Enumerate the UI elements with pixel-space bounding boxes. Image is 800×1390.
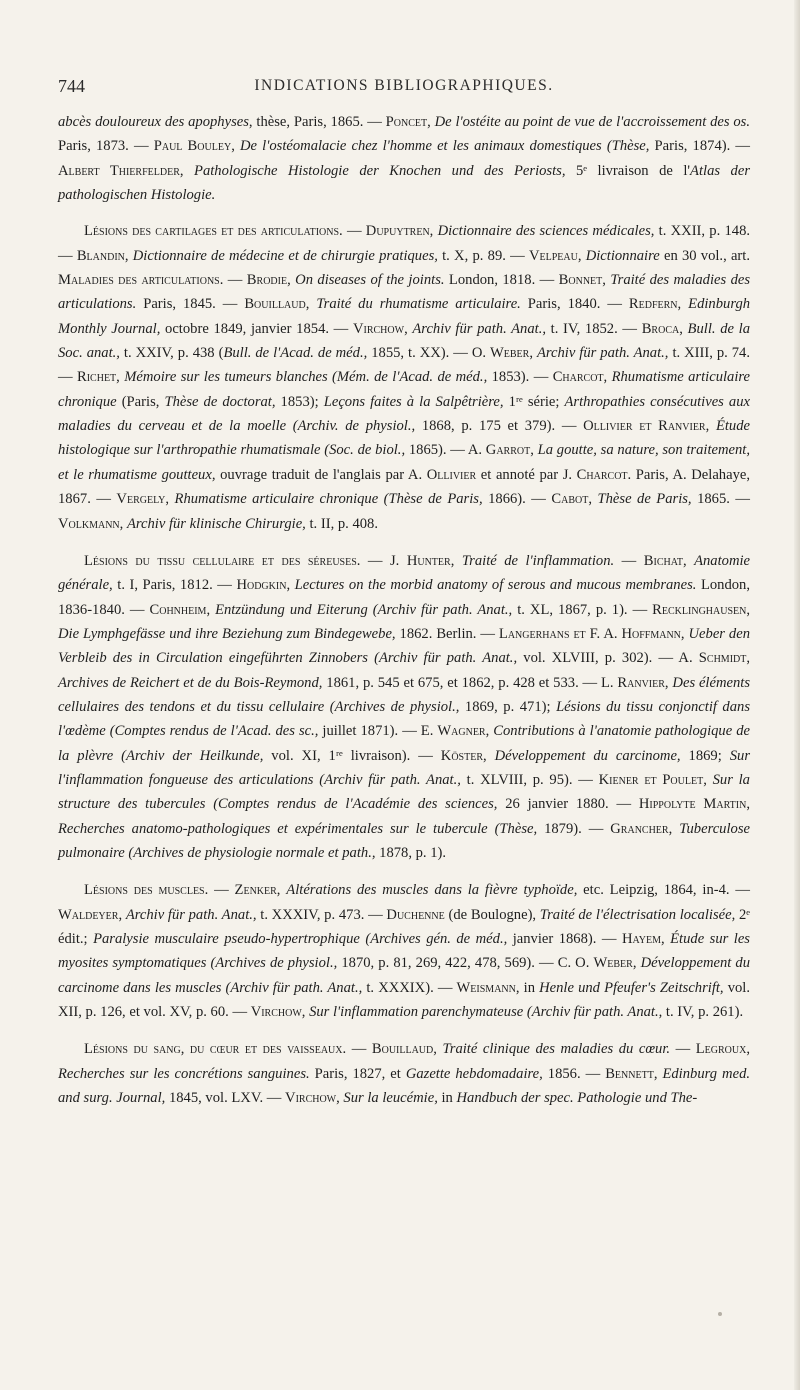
work-title: Paralysie musculaire pseudo-hypertrophique (Archives gén. de méd., xyxy=(93,931,508,947)
reference-text: London, 1836-1840. — xyxy=(58,577,750,618)
author-name: Lésions du tissu cellulaire et des séreuses. xyxy=(84,552,361,569)
author-name: Grancher xyxy=(610,820,669,837)
reference-text: , xyxy=(179,162,195,179)
reference-text: , xyxy=(231,138,240,155)
author-name: Volkmann xyxy=(58,515,120,532)
author-name: Hayem xyxy=(621,931,662,947)
page-header xyxy=(58,76,750,102)
work-title: De l'ostéite au point de vue de l'accroissement des os. xyxy=(434,114,750,130)
reference-text: , xyxy=(705,418,716,435)
work-title: Traité du rhumatisme articulaire. xyxy=(316,296,521,313)
work-title: Rhumatisme articulaire chronique (Thèse de Paris, xyxy=(174,491,483,508)
reference-text: London, 1818. — xyxy=(444,272,559,289)
work-title: Arthropathies consécutives aux maladies du cerveau et de la moelle (Archiv. de physiol., xyxy=(58,393,750,435)
reference-text: , xyxy=(276,882,287,899)
reference-text: , xyxy=(668,820,680,837)
reference-text: , xyxy=(664,674,673,691)
running-head: INDICATIONS BIBLIOGRAPHIQUES. xyxy=(254,77,554,94)
reference-text: 1ʳᵉ série; xyxy=(503,393,565,410)
reference-text: — J. xyxy=(360,552,407,569)
author-name: Bichat xyxy=(643,552,683,569)
reference-text: octobre 1849, janvier 1854. — xyxy=(160,320,353,337)
reference-text: 26 janvier 1880. — xyxy=(497,796,639,813)
author-name: Charcot xyxy=(576,466,628,483)
reference-text: , xyxy=(588,491,598,508)
reference-text: , in xyxy=(515,979,540,996)
reference-text: — xyxy=(223,272,247,289)
work-title: Lectures on the morbid anatomy of serous and mucous membranes. xyxy=(294,577,697,594)
work-title: Traité clinique des maladies du cœur. xyxy=(442,1041,671,1058)
page-number: 744 xyxy=(58,76,85,96)
author-name: Lésions du sang, du cœur et des vaisseaux. xyxy=(84,1041,347,1058)
reference-text: , xyxy=(653,1065,663,1082)
reference-text: , xyxy=(530,442,538,459)
author-name: Zenker xyxy=(234,882,277,899)
reference-text: 5ᵉ livraison de l' xyxy=(565,162,691,179)
reference-text: , xyxy=(206,601,216,618)
author-name: Köster xyxy=(440,747,483,764)
reference-text: 1865. — xyxy=(691,491,750,508)
reference-text: , xyxy=(118,906,126,923)
work-title: Bull. de la Soc. anat., xyxy=(58,320,750,362)
work-title: Die Lymphgefässe und ihre Beziehung zum Bindegewebe, xyxy=(58,625,396,642)
reference-text: , xyxy=(124,247,133,264)
reference-text: en 30 vol., art. xyxy=(659,247,750,264)
work-title: Recherches anatomo-pathologiques et expérimentales sur le tubercule (Thèse, xyxy=(58,820,538,837)
reference-text: 1878, p. 1). xyxy=(375,844,447,861)
reference-text: , xyxy=(577,247,586,264)
bibliography-text xyxy=(58,110,750,1110)
work-title: Edinburgh Monthly Journal, xyxy=(58,296,751,337)
section-muscle-lesions xyxy=(58,878,750,1024)
author-name: Weber xyxy=(490,345,530,362)
reference-text: Paris, 1845. — xyxy=(136,296,245,313)
reference-text: , thèse, Paris, 1865. — xyxy=(248,114,386,130)
author-name: Virchow xyxy=(352,320,405,337)
work-title: Altérations des muscles dans la fièvre typhoïde, xyxy=(286,882,578,899)
work-title: Traité de l'inflammation. xyxy=(461,552,615,569)
reference-text: Paris, 1840. — xyxy=(520,296,629,313)
work-title: Traité des maladies des articulations. xyxy=(58,272,751,313)
author-name: Recklinghausen xyxy=(652,601,747,618)
reference-text: 1862. Berlin. — xyxy=(395,625,499,642)
reference-text: t. IV, 1852. — xyxy=(546,320,642,337)
author-name: Cabot xyxy=(551,491,589,508)
reference-text: — xyxy=(346,1041,372,1058)
paper-speck xyxy=(718,1312,722,1316)
author-name: Ollivier xyxy=(426,466,477,483)
work-title: Henle und Pfeufer's Zeitschrift, xyxy=(539,979,724,996)
work-title: abcès douloureux des apophyses xyxy=(58,114,249,130)
author-name: Richet xyxy=(76,369,117,386)
reference-text: t. X, p. 89. — xyxy=(437,247,529,264)
work-title: Dictionnaire de médecine et de chirurgie pratiques, xyxy=(132,247,438,264)
reference-text: , xyxy=(429,223,438,240)
author-name: Ranvier xyxy=(617,674,665,691)
author-name: Hunter xyxy=(406,552,451,569)
reference-text: — xyxy=(342,223,366,240)
author-name: Brodie xyxy=(246,272,288,289)
reference-text: 1869; xyxy=(680,747,730,764)
work-title: Ueber den Verbleib des in Circulation eingeführten Zinnobers (Archiv für path. Anat., xyxy=(58,625,750,667)
work-title: Tuberculose pulmonaire (Archives de physiologie normale et path., xyxy=(58,820,750,861)
reference-text: , xyxy=(305,296,317,313)
work-title: Bull. de l'Acad. de méd., xyxy=(223,345,368,362)
reference-text: , xyxy=(427,114,435,130)
reference-text: , xyxy=(603,369,612,386)
reference-text: et annoté par J. xyxy=(476,466,577,483)
work-title: Archives de Reichert et de du Bois-Reymond, xyxy=(58,674,323,691)
reference-text: , xyxy=(286,577,295,594)
section-blood-heart-vessel-lesions xyxy=(58,1037,750,1110)
author-name: Hippolyte Martin xyxy=(638,796,747,813)
author-name: Ollivier et Ranvier xyxy=(583,418,706,435)
work-title: Entzündung und Eiterung (Archiv für path. Anat., xyxy=(215,601,513,618)
reference-text: , xyxy=(602,272,611,289)
author-name: Hodgkin xyxy=(236,577,287,594)
author-name: Legroux xyxy=(695,1041,747,1058)
reference-text: 1853). — xyxy=(487,369,553,386)
work-title: Archiv für path. Anat., xyxy=(536,345,669,362)
author-name: Maladies des articulations. xyxy=(58,272,224,289)
reference-text: vol. XLVIII, p. 302). — A. xyxy=(517,650,699,667)
reference-text: ouvrage traduit de l'anglais par A. xyxy=(215,466,427,483)
reference-text: t. XXXIV, p. 473. — xyxy=(256,906,387,923)
reference-text: — xyxy=(670,1041,696,1058)
author-name: Charcot xyxy=(552,369,604,386)
author-name: Broca xyxy=(641,320,680,337)
author-name: Velpeau xyxy=(528,247,578,264)
work-title: Thèse de doctorat, xyxy=(164,393,276,410)
reference-text: vol. XI, 1ʳᵉ livraison). — xyxy=(263,747,441,764)
author-name: Virchow xyxy=(285,1090,337,1107)
reference-text: 1845, vol. LXV. — xyxy=(165,1090,286,1107)
work-title: La goutte, sa nature, son traitement, et le rhumatisme goutteux, xyxy=(58,442,751,483)
work-title: Atlas der pathologischen Histologie. xyxy=(58,162,750,204)
work-title: Contributions à l'anatomie pathologique de la plèvre (Archiv der Heilkunde, xyxy=(58,723,750,764)
work-title: Archiv für path. Anat., xyxy=(412,320,546,337)
reference-text: 2ᵉ édit.; xyxy=(58,906,751,947)
author-name: Weber xyxy=(593,955,633,972)
author-name: Virchow xyxy=(250,1004,302,1021)
reference-text: , xyxy=(746,650,751,667)
reference-text: 1879). — xyxy=(537,820,611,837)
work-title: De l'ostéomalacie chez l'homme et les animaux domestiques (Thèse, xyxy=(240,138,650,155)
work-title: Lésions du tissu conjonctif dans l'œdème (Comptes rendus de l'Acad. des sc., xyxy=(58,698,751,740)
work-title: Étude histologique sur l'arthropathie rhumatismale (Soc. de biol., xyxy=(58,418,750,459)
author-name: Albert Thierfelder xyxy=(58,162,180,179)
reference-text: t. XL, 1867, p. 1). — xyxy=(512,601,653,618)
reference-text: , xyxy=(485,723,494,740)
work-title: Archiv für path. Anat., xyxy=(125,906,257,923)
work-title: Recherches sur les concrétions sanguines. xyxy=(58,1065,310,1082)
work-title: Dictionnaire des sciences médicales, xyxy=(437,223,655,240)
work-title: Thèse de Paris, xyxy=(597,491,692,508)
reference-text: , xyxy=(165,491,175,508)
author-name: Paul Bouley xyxy=(153,138,232,155)
reference-text: in xyxy=(437,1090,457,1107)
work-title: Étude sur les myosites symptomatiques (Archives de physiol., xyxy=(58,931,750,972)
author-name: Kiener et Poulet xyxy=(598,771,704,788)
section-cartilage-joint-lesions xyxy=(58,219,750,535)
reference-text: , xyxy=(632,955,641,972)
work-title: Gazette hebdomadaire, xyxy=(405,1065,543,1082)
reference-text: (de Boulogne), xyxy=(444,906,540,923)
reference-text: , xyxy=(301,1004,310,1021)
reference-text: — xyxy=(208,882,235,899)
reference-text: Paris, 1874). — xyxy=(649,138,750,155)
reference-text: , xyxy=(746,1041,751,1058)
reference-text: , xyxy=(679,320,688,337)
reference-text: t. XIII, p. 74. — xyxy=(58,345,751,386)
reference-text: etc. Leipzig, 1864, in-4. — xyxy=(577,882,750,899)
reference-text: 1856. — xyxy=(542,1065,606,1082)
author-name: Bouillaud xyxy=(244,296,306,313)
reference-text: , xyxy=(483,747,495,764)
author-name: Cohnheim xyxy=(149,601,207,618)
work-title: Développement du carcinome dans les muscles (Archiv für path. Anat., xyxy=(58,955,751,996)
author-name: Schmidt xyxy=(698,650,747,667)
reference-text: Paris, 1827, et xyxy=(309,1065,406,1082)
reference-text: t. XXIV, p. 438 ( xyxy=(119,345,224,362)
reference-text: t. XLVIII, p. 95). — xyxy=(460,771,599,788)
author-name: Bonnet xyxy=(558,272,603,289)
reference-text: t. I, Paris, 1812. — xyxy=(112,577,237,594)
reference-text: 1855, t. XX). — O. xyxy=(367,345,490,362)
reference-text: 1853); xyxy=(275,393,324,410)
reference-text: 1861, p. 545 et 675, et 1862, p. 428 et 533. — L. xyxy=(322,674,618,691)
work-title: Leçons faites à la Salpêtrière, xyxy=(323,393,504,410)
reference-text: janvier 1868). — xyxy=(507,931,622,947)
reference-text: juillet 1871). — E. xyxy=(318,723,438,740)
author-name: Wagner xyxy=(437,723,486,740)
reference-text: t. IV, p. 261). xyxy=(662,1004,744,1021)
author-name: Langerhans et F. A. Hoffmann xyxy=(498,625,681,642)
reference-text: t. XXII, p. 148. — xyxy=(58,223,751,264)
reference-text: , xyxy=(682,552,695,569)
section-bone-lesions-continued xyxy=(58,110,750,207)
reference-text: (Paris, xyxy=(116,393,165,410)
reference-text: , xyxy=(287,272,296,289)
work-title: Handbuch der spec. Pathologie und The- xyxy=(456,1090,698,1107)
reference-text: Paris, 1873. — xyxy=(58,138,154,155)
reference-text: vol. XII, p. 126, et vol. XV, p. 60. — xyxy=(58,979,751,1021)
reference-text: , xyxy=(116,369,125,386)
author-name: Vergely xyxy=(116,491,166,508)
author-name: Lésions des muscles. xyxy=(84,882,209,899)
author-name: Duchenne xyxy=(386,906,445,923)
page-edge-shadow xyxy=(794,0,800,1390)
reference-text: 1865). — A. xyxy=(405,442,486,459)
author-name: Blandin xyxy=(76,247,125,264)
author-name: Weismann xyxy=(456,979,516,996)
author-name: Bennett xyxy=(605,1065,654,1082)
reference-text: , xyxy=(746,601,751,618)
author-name: Waldeyer xyxy=(58,906,119,923)
work-title: Dictionnaire xyxy=(585,247,660,264)
reference-text: t. XXXIX). — xyxy=(362,979,457,996)
reference-text: , xyxy=(677,296,689,313)
work-title: Rhumatisme articulaire chronique xyxy=(58,369,751,410)
work-title: Sur l'inflammation parenchymateuse (Archiv für path. Anat., xyxy=(309,1004,663,1021)
work-title: Sur la structure des tubercules (Comptes rendus de l'Académie des sciences, xyxy=(58,771,750,813)
work-title: Archiv für klinische Chirurgie, xyxy=(126,515,306,532)
reference-text: — xyxy=(614,552,644,569)
reference-text: , xyxy=(404,320,413,337)
work-title: Sur la leucémie, xyxy=(343,1090,438,1107)
author-name: Redfern xyxy=(628,296,678,313)
reference-text: . Paris, A. Delahaye, 1867. — xyxy=(58,466,751,508)
author-name: Dupuytren xyxy=(365,223,430,240)
reference-text: , xyxy=(450,552,462,569)
work-title: Mémoire sur les tumeurs blanches (Mém. de l'Acad. de méd., xyxy=(124,369,488,386)
author-name: Garrot xyxy=(485,442,531,459)
reference-text: , xyxy=(680,625,689,642)
work-title: Pathologische Histologie der Knochen und des Periosts, xyxy=(194,162,566,179)
reference-text: , xyxy=(661,931,671,947)
reference-text: , xyxy=(703,771,713,788)
reference-text: , xyxy=(336,1090,344,1107)
reference-text: 1868, p. 175 et 379). — xyxy=(415,418,584,435)
reference-text: , xyxy=(433,1041,443,1058)
section-connective-tissue-serous-lesions xyxy=(58,549,750,865)
work-title: Edinburg med. and surg. Journal, xyxy=(58,1065,751,1107)
work-title: Développement du carcinome, xyxy=(494,747,681,764)
work-title: Traité de l'électrisation localisée, xyxy=(539,906,736,923)
reference-text: t. II, p. 408. xyxy=(305,515,378,532)
reference-text: 1870, p. 81, 269, 422, 478, 569). — C. O. xyxy=(337,955,594,972)
work-title: Anatomie générale, xyxy=(58,552,751,594)
author-name: Lésions des cartilages et des articulations. xyxy=(84,223,343,240)
work-title: Sur l'inflammation fongueuse des articulations (Archiv für path. Anat., xyxy=(58,747,750,788)
author-name: Poncet xyxy=(385,114,428,130)
reference-text: , xyxy=(746,796,750,813)
reference-text: 1869, p. 471); xyxy=(459,698,557,715)
reference-text: , xyxy=(119,515,127,532)
work-title: Des éléments cellulaires des tendons et du tissu cellulaire (Archives de physiol., xyxy=(58,674,751,715)
reference-text: , xyxy=(529,345,537,362)
author-name: Bouillaud xyxy=(371,1041,434,1058)
work-title: On diseases of the joints. xyxy=(295,272,445,289)
reference-text: 1866). — xyxy=(482,491,552,508)
